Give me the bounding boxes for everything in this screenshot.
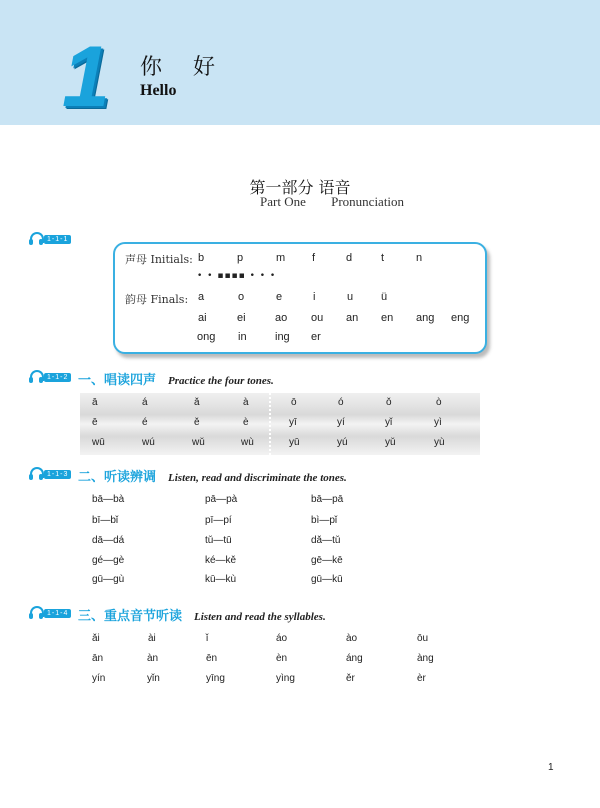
initial-n: n [416,252,423,264]
tone-cell: yí [337,417,345,428]
track-number: 1-1-3 [44,470,71,479]
tone-cell: à [243,397,249,408]
section-title-en: Listen, read and discriminate the tones. [168,472,347,484]
syllable: ān [92,653,104,664]
tone-cell: wǔ [192,437,205,448]
headphones-icon [30,370,42,384]
part-title-cn: 第一部分 语音 [249,178,351,197]
tone-pair: pā—pà [205,494,238,505]
section-title-en: Listen and read the syllables. [194,611,326,623]
initials-label: 声母 Initials: [125,253,193,266]
headphones-icon [30,232,42,246]
lesson-title-cn: 你 好 [140,55,227,80]
section-title-cn: 三、重点音节听读 [78,609,183,624]
final: o [238,291,245,303]
section-2-title [78,466,347,485]
syllable: ěr [346,673,355,684]
initials-dots: • • ▪▪▪▪ • • • [197,271,277,281]
syllable: àng [417,653,434,664]
final: ou [311,312,324,324]
syllable: yìng [276,673,295,684]
finals-label: 韵母 Finals: [125,293,189,306]
final: an [346,312,359,324]
tone-cell: ē [92,417,98,428]
tone-cell: yǐ [385,417,393,428]
tone-pair: tǔ—tū [205,535,232,546]
tone-cell: é [142,417,148,428]
tones-table [80,393,480,455]
section-title-cn: 一、唱读四声 [78,373,157,388]
final: eng [451,312,470,324]
page-number: 1 [548,762,554,773]
syllable: èn [276,653,288,664]
tone-cell: yū [289,437,300,448]
initial-p: p [237,252,244,264]
initial-f: f [312,252,316,264]
syllable: áo [276,633,288,644]
syllable: yǐn [147,673,160,684]
audio-track-4[interactable] [30,606,71,620]
tone-pair: dǎ—tǔ [311,535,341,546]
tone-cell: ě [194,417,200,428]
tone-pair: gé—gè [92,555,125,566]
tone-pair: dā—dá [92,535,125,546]
headphones-icon [30,606,42,620]
track-number: 1-1-2 [44,373,71,382]
syllable: ǎi [92,633,100,644]
final: i [313,291,316,303]
tone-pair: pī—pí [205,515,232,526]
section-title-cn: 二、听读辨调 [78,470,157,485]
section-1-title [78,369,274,388]
headphones-icon [30,467,42,481]
initial-m: m [276,252,286,264]
final: in [238,331,247,343]
tone-pair: gē—kē [311,555,343,566]
final: e [276,291,283,303]
tone-cell: yì [434,417,442,428]
final: ing [275,331,290,343]
final: ao [275,312,288,324]
tone-cell: è [243,417,249,428]
syllable: àn [147,653,159,664]
tone-pair: gū—kū [311,574,343,585]
final: ü [381,291,388,303]
section-3-title [78,605,326,624]
tone-cell: ǎ [194,397,200,408]
tone-cell: yī [289,417,297,428]
final: er [311,331,321,343]
tone-pair: ké—kě [205,555,237,566]
syllable: èr [417,673,426,684]
final: ang [416,312,435,324]
final: u [347,291,354,303]
track-number: 1-1-4 [44,609,71,618]
lesson-number: 1 [62,29,110,125]
tone-cell: ò [436,397,442,408]
tone-pair: bā—bà [92,494,125,505]
final: en [381,312,394,324]
tone-pair: bī—bǐ [92,515,119,526]
initial-t: t [381,252,385,264]
syllable: yín [92,673,106,684]
tone-cell: yú [337,437,348,448]
audio-track-3[interactable] [30,467,71,481]
tone-pair: bā—pā [311,494,344,505]
final: ei [237,312,246,324]
track-number: 1-1-1 [44,235,71,244]
final: a [198,291,205,303]
syllable: ǐ [206,633,209,644]
part-topic: Pronunciation [331,194,405,209]
tone-cell: ā [92,397,98,408]
final: ai [198,312,207,324]
audio-track-1[interactable] [30,232,71,246]
tone-pair: bì—pǐ [311,515,338,526]
syllable: yīng [206,673,225,684]
initial-b: b [198,252,205,264]
lesson-title-en: Hello [140,82,177,99]
audio-track-2[interactable] [30,370,71,384]
tone-cell: ǒ [386,397,392,408]
tone-cell: yǔ [385,437,396,448]
syllable: ài [148,633,156,644]
syllable: ēn [206,653,218,664]
section-title-en: Practice the four tones. [168,375,274,387]
syllable: ōu [417,633,429,644]
column-divider [269,393,271,455]
tone-cell: yù [434,437,445,448]
initials-finals-box [113,242,487,354]
tone-cell: á [142,397,148,408]
syllable: áng [346,653,363,664]
final: ong [197,331,216,343]
tone-pair: kū—kù [205,574,237,585]
tone-cell: wū [92,437,105,448]
initial-d: d [346,252,353,264]
tone-cell: ō [291,397,297,408]
part-title-en [260,194,426,210]
tone-cell: ó [338,397,344,408]
part-label: Part One [260,194,306,209]
tone-cell: wù [241,437,254,448]
tone-pair: gū—gù [92,574,125,585]
tone-cell: wú [142,437,155,448]
syllable: ào [346,633,358,644]
